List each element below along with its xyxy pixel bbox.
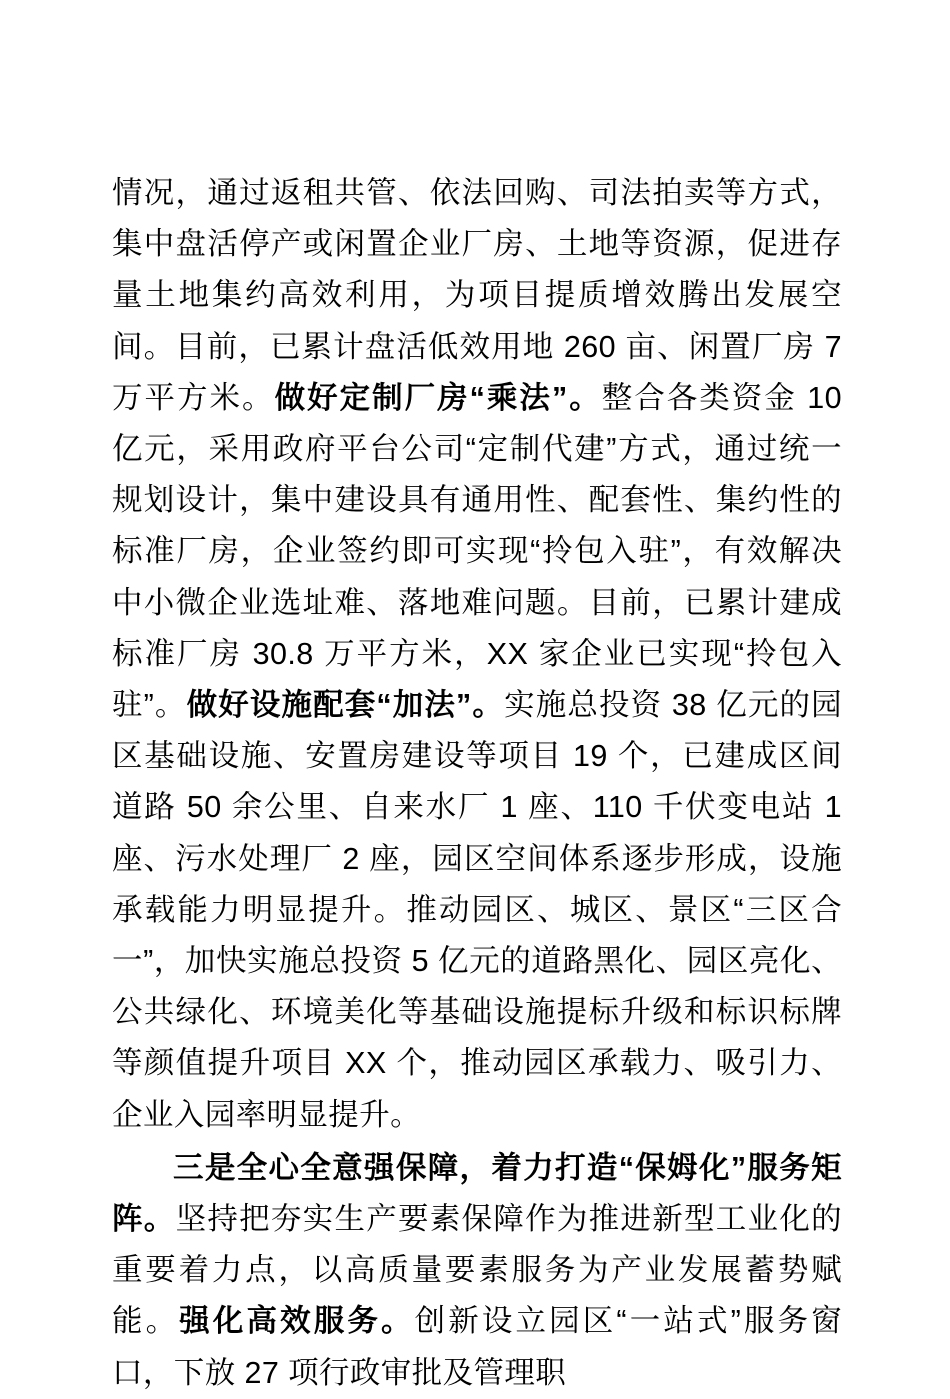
text-run-bold: 三是全心全意强保障，着力打造“保姆化”服务矩阵。 bbox=[112, 1150, 842, 1237]
text-run-bold: 做好定制厂房“乘法”。 bbox=[274, 380, 602, 415]
text-run: 整合各类资金 10 亿元，采用政府平台公司“定制代建”方式，通过统一规划设计，集中建设具有通用性、配套性、集约性的标准厂房，企业签约即可实现“拎包入驻”，有效解决中小微企业选址难、落地难问题。目前，已累计建成标准厂房 30.8 万平方米，XX 家企业已实现“拎包入驻”。 bbox=[112, 380, 843, 723]
text-run: 实施总投资 38 亿元的园区基础设施、安置房建设等项目 19 个，已建成区间道路 50 余公里、自来水厂 1 座、110 千伏变电站 1 座、污水处理厂 2 座，园区空间体系逐步形成，设施承载能力明显提升。推动园区、城区、景区“三区合一”，加快实施总投资 5 亿元的道路黑化、园区亮化、公共绿化、环境美化等基础设施提标升级和标识标牌等颜值提升项目 XX 个，推动园区承载力、吸引力、企业入园率明显提升。 bbox=[112, 688, 843, 1132]
document-body bbox=[112, 168, 842, 1399]
text-run: 创新设立园区“一站式”服务窗口，下放 27 项行政审批及管理职 bbox=[112, 1304, 842, 1390]
text-run-bold: 强化高效服务。 bbox=[179, 1304, 415, 1339]
text-run: 坚持把夯实生产要素保障作为推进新型工业化的重要着力点，以高质量要素服务为产业发展蓄势赋能。 bbox=[112, 1202, 842, 1339]
text-run: 情况，通过返租共管、依法回购、司法拍卖等方式，集中盘活停产或闲置企业厂房、土地等资源，促进存量土地集约高效利用，为项目提质增效腾出发展空间。目前，已累计盘活低效用地 260 亩、闲置厂房 7 万平方米。 bbox=[112, 176, 842, 415]
text-run-bold: 做好设施配套“加法”。 bbox=[186, 688, 505, 723]
paragraph-2 bbox=[112, 1143, 842, 1399]
paragraph-1 bbox=[112, 168, 842, 1141]
